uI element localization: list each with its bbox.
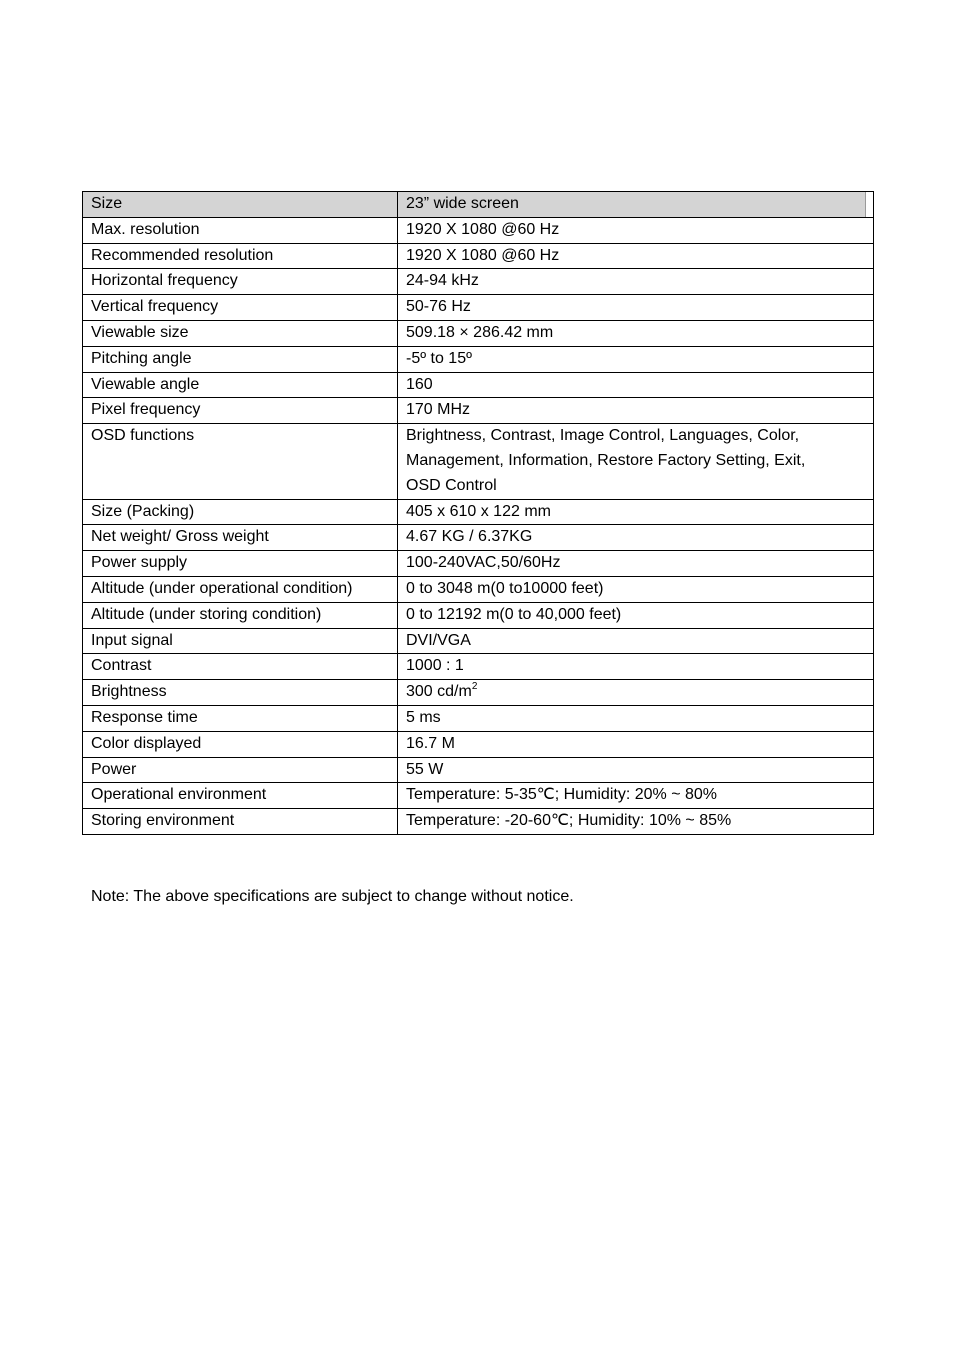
table-row (83, 269, 874, 295)
spec-value: -5º to 15º (398, 346, 874, 372)
table-row (83, 243, 874, 269)
table-row (83, 551, 874, 577)
spec-label: Color displayed (83, 731, 398, 757)
table-row (83, 757, 874, 783)
spec-value: 50-76 Hz (398, 295, 874, 321)
spec-label: Viewable angle (83, 372, 398, 398)
table-row (83, 654, 874, 680)
spec-value: 1000 : 1 (398, 654, 874, 680)
spec-label: OSD functions (83, 424, 398, 499)
spec-value: 16.7 M (398, 731, 874, 757)
spec-label: Max. resolution (83, 217, 398, 243)
spec-value: 4.67 KG / 6.37KG (398, 525, 874, 551)
spec-value: 1920 X 1080 @60 Hz (398, 243, 874, 269)
value-line: Management, Information, Restore Factory Setting, Exit, (406, 451, 806, 469)
spec-label: Size (83, 192, 398, 218)
table-row (83, 576, 874, 602)
spec-label: Pixel frequency (83, 398, 398, 424)
spec-value: 24-94 kHz (398, 269, 874, 295)
disclaimer-note: Note: The above specifications are subject to change without notice. (91, 888, 574, 905)
table-row (83, 346, 874, 372)
spec-value: 55 W (398, 757, 874, 783)
spec-label: Altitude (under storing condition) (83, 602, 398, 628)
spec-value (398, 424, 874, 499)
spec-label: Response time (83, 705, 398, 731)
table-row (83, 320, 874, 346)
spec-value: 405 x 610 x 122 mm (398, 499, 874, 525)
spec-label: Size (Packing) (83, 499, 398, 525)
value-line: Brightness, Contrast, Image Control, Languages, Color, (406, 427, 800, 445)
spec-label: Horizontal frequency (83, 269, 398, 295)
spec-label: Vertical frequency (83, 295, 398, 321)
spec-label: Altitude (under operational condition) (83, 576, 398, 602)
spec-value: DVI/VGA (398, 628, 874, 654)
table-row (83, 398, 874, 424)
value-line: OSD Control (406, 476, 497, 494)
spec-value: 23” wide screen (398, 192, 874, 218)
table-row (83, 424, 874, 499)
table-row (83, 783, 874, 809)
table-row (83, 628, 874, 654)
spec-label: Pitching angle (83, 346, 398, 372)
spec-value: 0 to 12192 m(0 to 40,000 feet) (398, 602, 874, 628)
spec-label: Input signal (83, 628, 398, 654)
spec-value: 5 ms (398, 705, 874, 731)
spec-label: Contrast (83, 654, 398, 680)
spec-value (398, 680, 874, 706)
table-row (83, 705, 874, 731)
table-row (83, 499, 874, 525)
specifications-table (82, 191, 874, 835)
spec-value: 170 MHz (398, 398, 874, 424)
table-row (83, 731, 874, 757)
spec-label: Power supply (83, 551, 398, 577)
spec-value: Temperature: -20-60℃; Humidity: 10% ~ 85% (398, 809, 874, 835)
spec-label: Storing environment (83, 809, 398, 835)
spec-label: Operational environment (83, 783, 398, 809)
spec-label: Brightness (83, 680, 398, 706)
table-row (83, 602, 874, 628)
spec-value: 1920 X 1080 @60 Hz (398, 217, 874, 243)
spec-label: Viewable size (83, 320, 398, 346)
spec-label: Power (83, 757, 398, 783)
spec-label: Recommended resolution (83, 243, 398, 269)
spec-value: Temperature: 5-35℃; Humidity: 20% ~ 80% (398, 783, 874, 809)
spec-value: 509.18 × 286.42 mm (398, 320, 874, 346)
superscript: 2 (471, 681, 478, 693)
table-row (83, 680, 874, 706)
spec-value: 100-240VAC,50/60Hz (398, 551, 874, 577)
value-text: 300 cd/m (406, 683, 472, 701)
table-row (83, 217, 874, 243)
table-row (83, 525, 874, 551)
spec-value: 0 to 3048 m(0 to10000 feet) (398, 576, 874, 602)
spec-label: Net weight/ Gross weight (83, 525, 398, 551)
table-header-row (83, 192, 874, 218)
table-row (83, 372, 874, 398)
spec-value: 160 (398, 372, 874, 398)
table-row (83, 295, 874, 321)
table-row (83, 809, 874, 835)
